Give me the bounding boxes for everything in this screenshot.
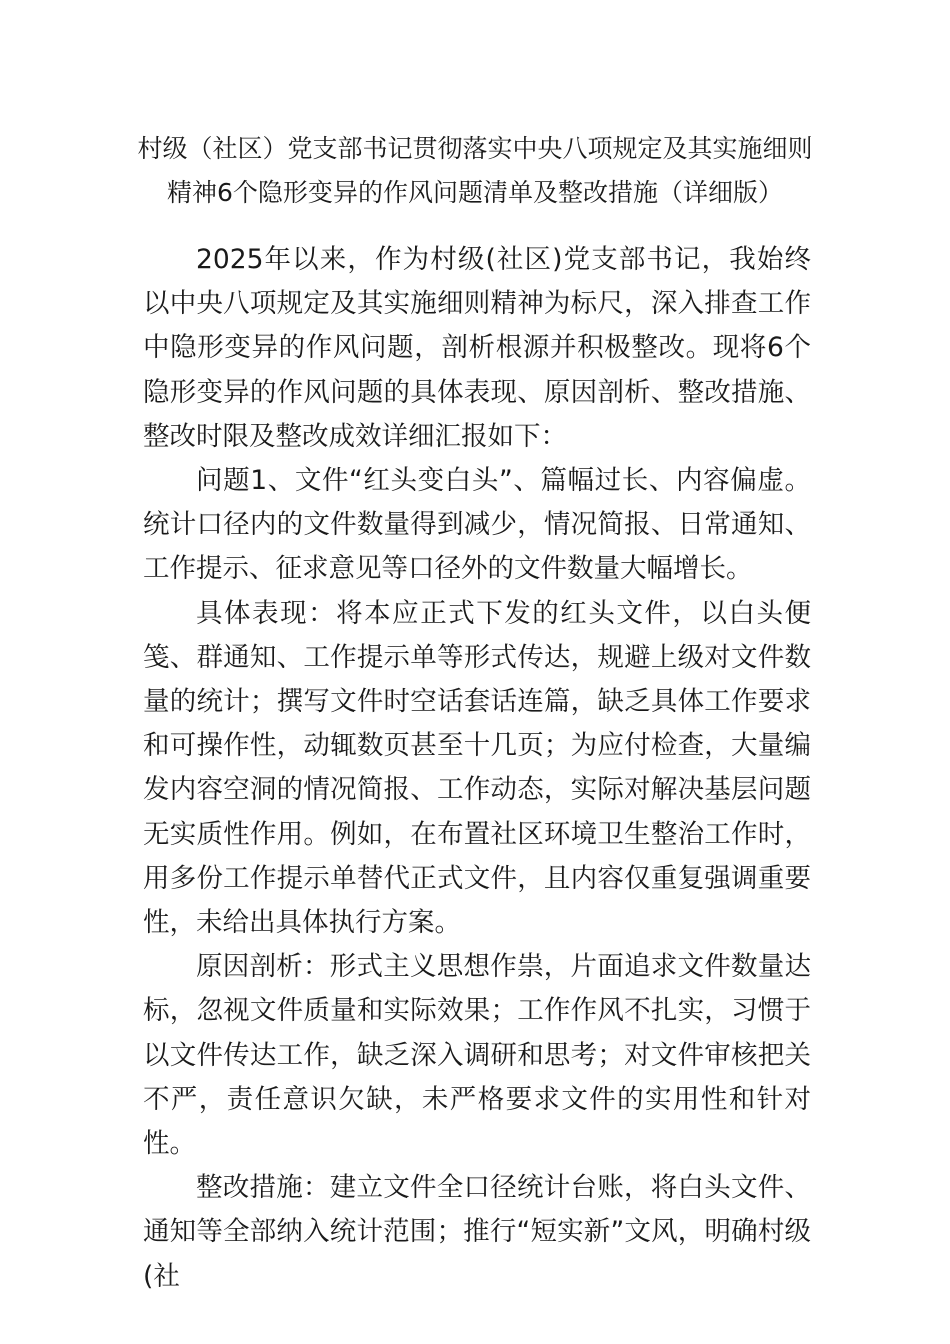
manifestation-paragraph: 具体表现：将本应正式下发的红头文件，以白头便笺、群通知、工作提示单等形式传达，规避上级对文件数量的统计；撰写文件时空话套话连篇，缺乏具体工作要求和可操作性，动辄数页甚至十几页；为应付检查，大量编发内容空洞的情况简报、工作动态，实际对解决基层问题无实质性作用。例如，在布置社区环境卫生整治工作时，用多份工作提示单替代正式文件，且内容仅重复强调重要性，未给出具体执行方案。 <box>143 597 811 939</box>
cause-analysis-paragraph: 原因剖析：形式主义思想作祟，片面追求文件数量达标，忽视文件质量和实际效果；工作作风不扎实，习惯于以文件传达工作，缺乏深入调研和思考；对文件审核把关不严，责任意识欠缺，未严格要求文件的实用性和针对性。 <box>143 951 811 1160</box>
title-line-1: 村级（社区）党支部书记贯彻落实中央八项规定及其实施细则 <box>137 134 813 163</box>
title-line-2: 精神6个隐形变异的作风问题清单及整改措施（详细版） <box>167 178 783 207</box>
document-body <box>143 238 811 1299</box>
document-title <box>120 127 830 215</box>
intro-paragraph: 2025年以来，作为村级(社区)党支部书记，我始终以中央八项规定及其实施细则精神为标尺，深入排查工作中隐形变异的作风问题，剖析根源并积极整改。现将6个隐形变异的作风问题的具体表现、原因剖析、整改措施、整改时限及整改成效详细汇报如下： <box>143 244 811 452</box>
rectification-paragraph: 整改措施：建立文件全口径统计台账，将白头文件、通知等全部纳入统计范围；推行“短实新”文风，明确村级(社 <box>143 1172 811 1292</box>
problem-1-paragraph: 问题1、文件“红头变白头”、篇幅过长、内容偏虚。统计口径内的文件数量得到减少，情况简报、日常通知、工作提示、征求意见等口径外的文件数量大幅增长。 <box>143 465 811 585</box>
